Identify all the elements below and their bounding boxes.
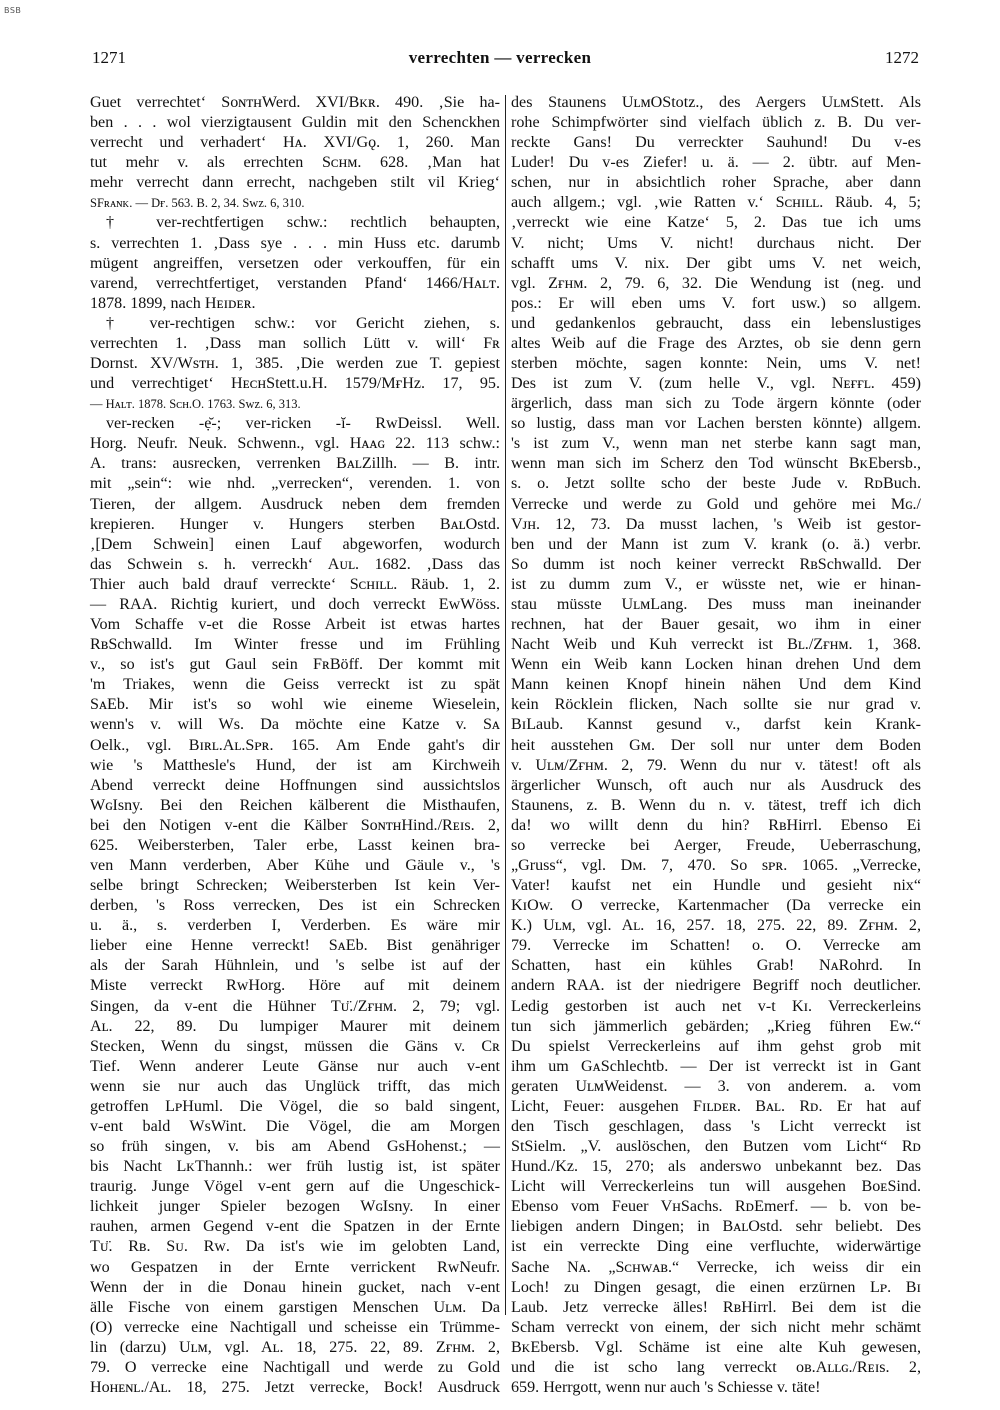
text-line: varend, verrechtfertiget, verstanden Pfand‘ 1466/Hᴀʟᴛ.: [90, 274, 500, 292]
text-line: mehr verrecht dann errecht, nachgeben stilt vil Krieg‘: [90, 174, 500, 192]
text-line: v. Uʟᴍ/Zғʜᴍ. 2, 79. Wenn du nur v. tätest! oft als: [511, 756, 921, 774]
text-line: Hᴏʜᴇɴʟ./Aʟ. 18, 275. Jetzt verrecke, Bock! Ausdruck: [90, 1379, 500, 1396]
page-number-left: 1271: [92, 48, 126, 67]
text-line: altes Weib auf die Frage des Arztes, ob sie denn gern: [511, 334, 921, 352]
text-line: 's ist zum V., wenn man net sterbe kann sagt man,: [511, 435, 921, 453]
text-line: Loch! zu Dingen gesagt, die einen erzürnen Lᴘ. Bɪ: [511, 1278, 921, 1296]
text-line: sterben möchte, sagen konnte: Nein, ums V. net!: [511, 355, 921, 373]
text-line: 1878. 1899, nach Hᴇɪᴅᴇʀ.: [90, 294, 256, 312]
text-line: ‚verreckt wie eine Katze‘ 5, 2. Das tue ich ums: [511, 214, 921, 232]
running-title: verrechten — verrecken: [408, 48, 592, 67]
text-line: StSielm. „V. auslöschen, den Butzen vom Licht“ Rᴅ: [511, 1138, 921, 1156]
text-line: Vom Schaffe v-et die Rosse Arbeit ist etwas hartes: [90, 616, 500, 634]
text-line: Wenn der in die Donau hinein gucket, nach v-ent: [90, 1278, 500, 1296]
right-column: [511, 93, 921, 1396]
text-line: Dornst. XV/Wsᴛʜ. 1, 385. ‚Die werden zue T. gepiest: [90, 355, 500, 373]
text-line: bis Nacht LᴋThannh.: wer früh lustig ist, ist später: [90, 1158, 500, 1176]
text-line: Miste verreckt RwHorg. Höre auf mit deinem: [90, 977, 500, 995]
text-line: u. ä., s. verderben I, Verderben. Es wäre mir: [90, 917, 500, 935]
text-line: SFʀᴀɴᴋ. — Dғ. 563. B. 2, 34. Sᴡᴢ. 6, 310.: [90, 196, 305, 211]
text-line: ihm um GᴀSchlechtb. — Der ist verreckt ist in Gant: [511, 1057, 921, 1075]
text-line: mügent angreiffen, versetzen oder verkouffen, für ein: [90, 254, 500, 272]
text-line: RʙSchwalld. Im Winter fresse und im Frühling: [90, 636, 500, 654]
text-line: † ver-rechtigen schw.: vor Gericht ziehen, s.: [106, 314, 500, 332]
text-line: wo Gespatzen in der Ernte verrickent RwNeufr.: [90, 1258, 500, 1276]
text-line: wie 's Matthesle's Hund, der ist am Kirchweih: [90, 756, 500, 774]
text-line: Du spielst Verreckerleins auf ihm gehst grob mit: [511, 1037, 921, 1055]
text-line: 625. Weibersterben, Taler erbe, Lasst keinen bra-: [90, 836, 500, 854]
text-line: Tᴜ̈. Rʙ. Sᴜ. Rᴡ. Da ist's wie im gelobten Land,: [90, 1238, 500, 1256]
text-line: Tieren, der allgem. Ausdruck neben dem fremden: [90, 495, 500, 513]
text-line: das Schwein s. h. verreckh‘ Aᴜʟ. 1682. ‚Dass das: [90, 555, 500, 573]
text-line: so lustig, dass man vor Lachen bersten könnte) allgem.: [511, 415, 921, 433]
text-line: ist ein verreckte Ding eine verfluchte, widerwärtige: [511, 1238, 921, 1256]
text-line: auch allgem.; vgl. ‚wie Ratten v.‘ Sᴄʜɪʟʟ. Räub. 4, 5;: [511, 194, 921, 212]
text-line: und verrechtiget‘ HᴇᴄʜStett.u.H. 1579/MғHz. 17, 95.: [90, 375, 500, 393]
text-line: Licht will Verreckerleins tun will ausgehen BᴏᴇSind.: [511, 1178, 921, 1196]
text-line: Verrecke und werde zu Gold und gehöre mei Mɢ./: [511, 495, 921, 513]
column-divider: [505, 95, 506, 1315]
text-line: so verrecke bei Aerger, Freude, Ueberraschung,: [511, 836, 921, 854]
text-line: Scham verreckt von einem, der sich nicht mehr schämt: [511, 1318, 921, 1336]
text-line: liebigen andern Dingen; in BᴀʟOstd. sehr beliebt. Des: [511, 1218, 921, 1236]
text-line: Licht, Feuer: ausgehen Fɪʟᴅᴇʀ. Bᴀʟ. Rᴅ. Er hat auf: [511, 1097, 921, 1115]
text-line: — Hᴀʟᴛ. 1878. Sᴄʜ.O. 1763. Sᴡᴢ. 6, 313.: [90, 397, 301, 412]
text-line: verrechten 1. ‚Dass man sollich Lütt v. will‘ Fʀ: [90, 334, 500, 352]
text-line: — RAA. Richtig kuriert, und doch verreckt EwWöss.: [90, 595, 500, 613]
text-line: ärgerlicher Wunsch, oft auch nur als Ausdruck des: [511, 776, 921, 794]
text-line: s. o. Jetzt sollte scho der beste Jude v. RᴅBuch.: [511, 475, 921, 493]
text-line: und die ist scho lang verreckt ᴏʙ.Aʟʟɢ./Rᴇɪs. 2,: [511, 1358, 921, 1376]
text-line: und gedankenlos gebraucht, dass ein lebenslustiges: [511, 314, 921, 332]
text-line: † ver-rechtfertigen schw.: rechtlich behaupten,: [106, 214, 500, 232]
text-line: Vater! kaufst net ein Hundle und gesieht nix“: [511, 877, 921, 895]
text-line: Ledig gestorben ist auch net v-t Kɪ. Verreckerleins: [511, 997, 921, 1015]
text-line: Singen, da v-ent die Hühner Tᴜ̈./Zғʜᴍ. 2, 79; vgl.: [90, 997, 500, 1015]
text-line: ben . . . wol vierzigtausent Guldin mit den Schenckhen: [90, 114, 500, 132]
text-line: mit „sein“: wie nhd. „verrecken“, verenden. 1. von: [90, 475, 500, 493]
text-line: v., so ist's gut Gaul sein FʀBöff. Der kommt mit: [90, 656, 500, 674]
text-line: Wenn ein Weib kann Locken hinan drehen Und dem: [511, 656, 921, 674]
text-line: tun sich jämmerlich gebärden; „Krieg führen Ew.“: [511, 1017, 921, 1035]
text-line: 79. Verrecke im Schatten! o. O. Verrecke am: [511, 937, 921, 955]
left-column: [90, 93, 500, 1396]
text-line: als der Sarah Hühnlein, und 's selbe ist auf der: [90, 957, 500, 975]
text-line: da! wo willt denn du hin? RʙHirrl. Ebenso Ei: [511, 816, 921, 834]
text-line: ben und der Mann ist zum V. krank (o. ä.) verbr.: [511, 535, 921, 553]
text-line: stau müsste UʟᴍLang. Des muss man ineinander: [511, 595, 921, 613]
text-line: v-ent bald WsWint. Die Vögel, die am Morgen: [90, 1117, 500, 1135]
text-line: 'm Triakes, wenn die Geiss verreckt ist zu spät: [90, 676, 500, 694]
text-line: kein Röcklein flicken, Nach sollte sie nur grad v.: [511, 696, 921, 714]
text-line: Laub. Jetz verrecke älles! RʙHirrl. Bei dem ist die: [511, 1298, 921, 1316]
library-stamp: BSB: [4, 6, 22, 15]
text-line: SᴀEb. Mir ist's so wohl wie eineme Wieselein,: [90, 696, 500, 714]
text-line: Vᴊʜ. 12, 73. Da musst lachen, 's Weib ist gestor-: [511, 515, 921, 533]
text-line: geraten UʟᴍWeidenst. — 3. von anderem. a. vom: [511, 1077, 921, 1095]
page-number-right: 1272: [885, 48, 919, 67]
text-line: vgl. Zғʜᴍ. 2, 79. 6, 32. Die Wendung ist (neg. und: [511, 274, 921, 292]
text-line: Sache Nᴀ. „Sᴄʜᴡᴀʙ.“ Verrecke, ich weiss dir ein: [511, 1258, 921, 1276]
text-line: tut mehr v. als errechten Sᴄʜᴍ. 628. ‚Man hat: [90, 154, 500, 172]
text-line: Guet verrechtet‘ SᴏɴᴛʜWerd. XVI/Bᴋʀ. 490. ‚Sie ha-: [90, 94, 500, 111]
text-line: Mann keinen Knopf hinein nähen Und dem Kind: [511, 676, 921, 694]
text-line: rechnen, hat der Bauer gesait, wo ihm in einer: [511, 616, 921, 634]
text-line: 659. Herrgott, wenn nur auch 's Schiesse v. täte!: [511, 1379, 821, 1396]
text-line: rauhen, armen Gegend v-ent die Spatzen in der Ernte: [90, 1218, 500, 1236]
text-line: rohe Schimpfwörter sind vielfach üblich z. B. Du ver-: [511, 114, 921, 132]
text-line: reckte Gans! Du verreckter Sauhund! Du v-es: [511, 134, 921, 152]
text-line: älle Fische von einem garstigen Menschen Uʟᴍ. Da: [90, 1298, 500, 1316]
text-line: „Gruss“, vgl. Dᴍ. 7, 470. So sᴘʀ. 1065. „Verrecke,: [511, 856, 921, 874]
text-line: ‚[Dem Schwein] einen Lauf abgeworfen, wodurch: [90, 535, 500, 553]
text-line: so früh singen, v. bis am Abend GsHohenst.; —: [90, 1138, 500, 1156]
text-line: heit ausstehen Gᴍ. Der soll nur unter dem Boden: [511, 736, 921, 754]
text-line: Nacht Weib und Kuh verreckt ist Bʟ./Zғʜᴍ. 1, 368.: [511, 636, 921, 654]
text-line: schen, nur in absichtlich roher Sprache, aber dann: [511, 174, 921, 192]
text-line: Schatten, hast ein kühles Grab! NᴀRohrd. In: [511, 957, 921, 975]
text-line: Stecken, Wenn du singst, müssen die Gäns v. Cʀ: [90, 1037, 500, 1055]
text-line: BɪLaub. Kannst gesund v., darfst kein Krank-: [511, 716, 921, 734]
text-line: K.) Uʟᴍ, vgl. Aʟ. 16, 257. 18, 275. 22, 89. Zғʜᴍ. 2,: [511, 917, 921, 935]
text-line: selbe bringt Schrecken; Weibersterben Ist kein Ver-: [90, 877, 500, 895]
text-line: ver-recken -ẹ̆-; ver-ricken -ĭ- RwDeissl. Well.: [106, 415, 500, 433]
text-line: den Tisch geschlagen, dass 's Licht verreckt ist: [511, 1117, 921, 1135]
text-line: Thier auch bald drauf verreckte‘ Sᴄʜɪʟʟ. Räub. 1, 2.: [90, 575, 500, 593]
text-line: lieber eine Henne verreckt! SᴀEb. Bist genähriger: [90, 937, 500, 955]
text-line: getroffen LᴘHuml. Die Vögel, die so bald singent,: [90, 1097, 500, 1115]
text-line: s. verrechten 1. ‚Dass sye . . . min Huss etc. darumb: [90, 234, 500, 252]
text-line: Aʟ. 22, 89. Du lumpiger Maurer mit deinem: [90, 1017, 500, 1035]
text-line: BᴋEbersb. Vgl. Schäme ist eine alte Kuh gewesen,: [511, 1338, 921, 1356]
text-line: Oelk., vgl. Bɪʀʟ.Aʟ.Sᴘʀ. 165. Am Ende gaht's dir: [90, 736, 500, 754]
text-line: Staunens, z. B. Wenn du n. v. tätest, treff ich dich: [511, 796, 921, 814]
text-line: Des ist zum V. (zum helle V., vgl. Nᴇғғʟ. 459): [511, 375, 921, 393]
text-line: So dumm ist noch keiner verreckt RʙSchwalld. Der: [511, 555, 921, 573]
text-line: des Staunens UʟᴍOStotz., des Aergers UʟᴍStett. Als: [511, 94, 921, 111]
text-line: verrecht und verhadert‘ Hᴀ. XVI/Gǫ. 1, 260. Man: [90, 134, 500, 152]
text-line: schafft ums V. nix. Der gibt ums V. net weich,: [511, 254, 921, 272]
text-line: V. nicht; Ums V. nicht! durchaus nicht. Der: [511, 234, 921, 252]
text-line: (O) verrecke eine Nachtigall und scheisse ein Trümme-: [90, 1318, 500, 1336]
text-line: traurig. Junge Vögel v-ent gern auf die Ungeschick-: [90, 1178, 500, 1196]
text-line: lin (darzu) Uʟᴍ, vgl. Aʟ. 18, 275. 22, 89. Zғʜᴍ. 2,: [90, 1338, 500, 1356]
text-line: pos.: Er will eben ums V. fort usw.) so allgem.: [511, 294, 921, 312]
text-line: KɪOw. O verrecke, Kartenmacher (Da verrecke ein: [511, 897, 921, 915]
text-line: Tief. Wenn anderer Leute Gänse nur auch v-ent: [90, 1057, 500, 1075]
text-line: wenn sie nur auch das Unglück trifft, das mich: [90, 1077, 500, 1095]
text-line: Luder! Du v-es Ziefer! u. ä. — 2. übtr. auf Men-: [511, 154, 921, 172]
text-line: ven Mann verderben, Aber Kühe und Gäule v., 's: [90, 856, 500, 874]
text-line: bei den Notigen v-ent die Kälber SᴏɴᴛʜHind./Rᴇɪs. 2,: [90, 816, 500, 834]
text-line: lichkeit junger Spieler bezogen WɢIsny. In einer: [90, 1198, 500, 1216]
text-line: andern RAA. ist der niedrigere Begriff noch deutlicher.: [511, 977, 921, 995]
text-line: derben, 's Ross verrecken, Des ist ein Schrecken: [90, 897, 500, 915]
text-line: Ebenso vom Feuer VʜSachs. RᴅEmerf. — b. von be-: [511, 1198, 921, 1216]
text-line: ärgerlich, dass man sich zu Tode ärgern könnte (oder: [511, 395, 921, 413]
text-line: WɢIsny. Bei den Reichen kälberent die Misthaufen,: [90, 796, 500, 814]
text-line: krepieren. Hunger v. Hungers sterben BᴀʟOstd.: [90, 515, 500, 533]
text-line: wenn's v. will Ws. Da möchte eine Katze v. Sᴀ: [90, 716, 500, 734]
text-line: A. trans: ausrecken, verrenken BᴀʟZillh. — B. intr.: [90, 455, 500, 473]
text-line: Horg. Neufr. Neuk. Schwenn., vgl. Hᴀᴀɢ 22. 113 schw.:: [90, 435, 500, 453]
text-line: wenn man sich im Scherz den Tod wünscht BᴋEbersb.,: [511, 455, 921, 473]
text-line: Hund./Kz. 15, 270; als anderswo unbekannt bez. Das: [511, 1158, 921, 1176]
text-line: ist zu dumm zum V., er wüsste net, wie er hinan-: [511, 575, 921, 593]
text-line: 79. O verrecke eine Nachtigall und werde zu Gold: [90, 1358, 500, 1376]
text-line: Abend verreckt deine Hoffnungen sind aussichtslos: [90, 776, 500, 794]
